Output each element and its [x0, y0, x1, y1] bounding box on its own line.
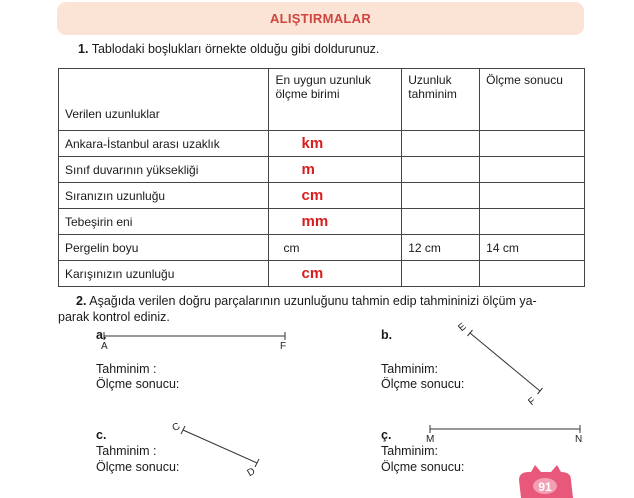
tick-d	[255, 459, 259, 467]
point-d-label: D	[245, 465, 258, 480]
tick-e	[468, 330, 473, 336]
row-label: Tebeşirin eni	[59, 209, 269, 235]
point-c-label: C	[170, 420, 183, 435]
item-a-estimate: Tahminim :	[96, 362, 157, 376]
header-estimate: Uzunluk tahminim	[402, 69, 480, 131]
printed-unit: cm	[283, 240, 300, 255]
question-2-number: 2.	[76, 294, 87, 308]
item-b-result: Ölçme sonucu:	[381, 377, 465, 391]
handwritten-unit: m	[301, 161, 315, 178]
item-c-result: Ölçme sonucu:	[96, 460, 180, 474]
handwritten-unit: cm	[301, 187, 324, 204]
item-a-letter: a.	[96, 328, 107, 342]
result-cell: 14 cm	[480, 235, 585, 261]
header-given-lengths: Verilen uzunluklar	[59, 69, 269, 131]
item-d-result: Ölçme sonucu:	[381, 460, 465, 474]
question-1-text: Tablodaki boşlukları örnekte olduğu gibi doldurunuz.	[91, 42, 380, 56]
question-2-text-line2: parak kontrol ediniz.	[58, 310, 170, 324]
badge-ear-left	[531, 465, 541, 472]
row-label: Pergelin boyu	[59, 235, 269, 261]
segment-ef	[470, 333, 540, 391]
question-2-text-line1: Aşağıda verilen doğru parçalarının uzunluğunu tahmin edip tahmininizi ölçüm ya-	[89, 294, 537, 308]
question-1-number: 1.	[78, 42, 89, 56]
handwritten-unit: km	[301, 135, 324, 152]
header-result: Ölçme sonucu	[480, 69, 585, 131]
item-c-letter: c.	[96, 428, 107, 442]
point-a-label: A	[101, 341, 108, 352]
estimate-cell: 12 cm	[402, 235, 480, 261]
tick-f	[538, 388, 543, 394]
item-a-result: Ölçme sonucu:	[96, 377, 180, 391]
handwritten-unit: cm	[301, 265, 324, 282]
page-number: 91	[538, 480, 552, 494]
header-best-unit: En uygun uzunluk ölçme birimi	[269, 69, 402, 131]
point-f-label: F	[526, 395, 539, 408]
item-d-letter: ç.	[381, 428, 392, 442]
row-label: Karışınızın uzunluğu	[59, 261, 269, 287]
item-b-letter: b.	[381, 328, 393, 342]
badge-ear-right	[551, 465, 561, 472]
row-label: Sınıf duvarının yüksekliği	[59, 157, 269, 183]
segment-cd	[183, 430, 257, 463]
page-title: ALIŞTIRMALAR	[269, 11, 372, 26]
point-b-label: F	[280, 341, 287, 352]
item-d-estimate: Tahminim:	[381, 444, 438, 458]
page-number-badge	[515, 464, 575, 498]
point-m-label: M	[426, 434, 435, 445]
point-e-label: E	[456, 321, 469, 334]
handwritten-unit: mm	[301, 213, 329, 230]
point-n-label: N	[575, 434, 583, 445]
item-c-estimate: Tahminim :	[96, 444, 157, 458]
row-label: Sıranızın uzunluğu	[59, 183, 269, 209]
item-b-estimate: Tahminim:	[381, 362, 438, 376]
row-label: Ankara-İstanbul arası uzaklık	[59, 131, 269, 157]
